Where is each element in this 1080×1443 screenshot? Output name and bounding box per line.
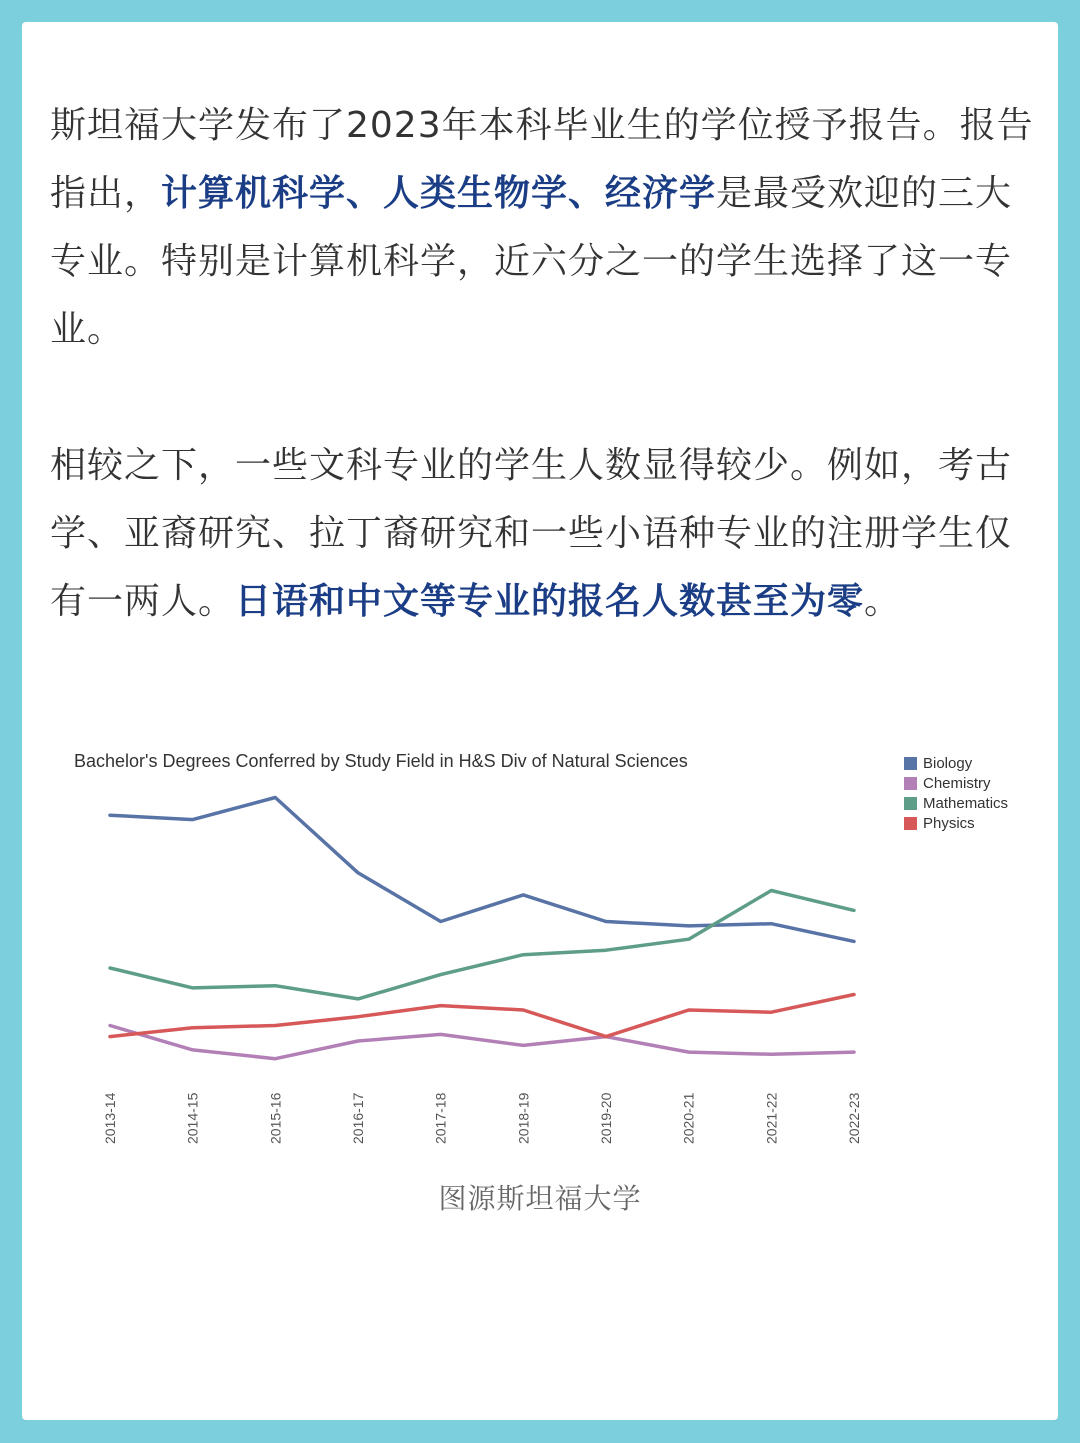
legend-label-physics: Physics	[923, 815, 975, 832]
chart-legend	[904, 755, 1008, 832]
comparison-text-1: 相较之下，一些文科专业的学生人数显得较少。例如，考古学、亚裔研究、拉丁裔研究和一些小语种专业的注册学生仅有一两人。	[50, 445, 1013, 622]
intro-text-2: 是最受欢迎的三大专业。特别是计算机科学，近六分之一的学生选择了这一专业。	[50, 173, 1013, 350]
image-source-caption: 图源斯坦福大学	[438, 1182, 642, 1215]
x-tick-label: 2020-21	[680, 1092, 697, 1144]
x-tick-label: 2015-16	[267, 1092, 284, 1144]
legend-swatch-mathematics	[904, 797, 917, 810]
intro-text-1: 斯坦福大学发布了2023年本科毕业生的学位授予报告。报告指出，	[50, 105, 1034, 214]
x-tick-label: 2014-15	[184, 1092, 201, 1144]
series-line-biology	[110, 798, 854, 942]
x-tick-label: 2019-20	[598, 1092, 614, 1144]
x-tick-label: 2013-14	[102, 1092, 118, 1144]
content-card	[22, 22, 1058, 1420]
comparison-text-2: 。	[864, 581, 902, 622]
top-majors-highlight: 计算机科学、人类生物学、经济学	[161, 173, 717, 214]
series-line-chemistry	[110, 1026, 854, 1059]
chart-title: Bachelor's Degrees Conferred by Study Field in H&S Div of Natural Sciences	[74, 751, 688, 771]
degrees-line-chart	[22, 722, 1058, 1152]
chart-svg	[22, 722, 1058, 1152]
x-tick-label: 2022-23	[846, 1092, 862, 1144]
legend-label-chemistry: Chemistry	[923, 775, 991, 792]
series-layer	[110, 798, 854, 1059]
intro-paragraph	[50, 92, 1040, 364]
zero-enrollment-highlight: 日语和中文等专业的报名人数甚至为零	[235, 581, 865, 622]
x-tick-label: 2016-17	[350, 1092, 366, 1144]
legend-swatch-chemistry	[904, 777, 917, 790]
series-line-physics	[110, 995, 854, 1037]
comparison-paragraph	[50, 432, 1040, 636]
x-tick-label: 2021-22	[763, 1092, 780, 1144]
legend-label-biology: Biology	[923, 755, 973, 772]
legend-swatch-biology	[904, 757, 917, 770]
legend-label-mathematics: Mathematics	[923, 795, 1009, 812]
x-tick-label: 2017-18	[432, 1092, 449, 1144]
x-axis-ticks	[102, 1092, 862, 1144]
x-tick-label: 2018-19	[515, 1092, 532, 1144]
legend-swatch-physics	[904, 817, 917, 830]
